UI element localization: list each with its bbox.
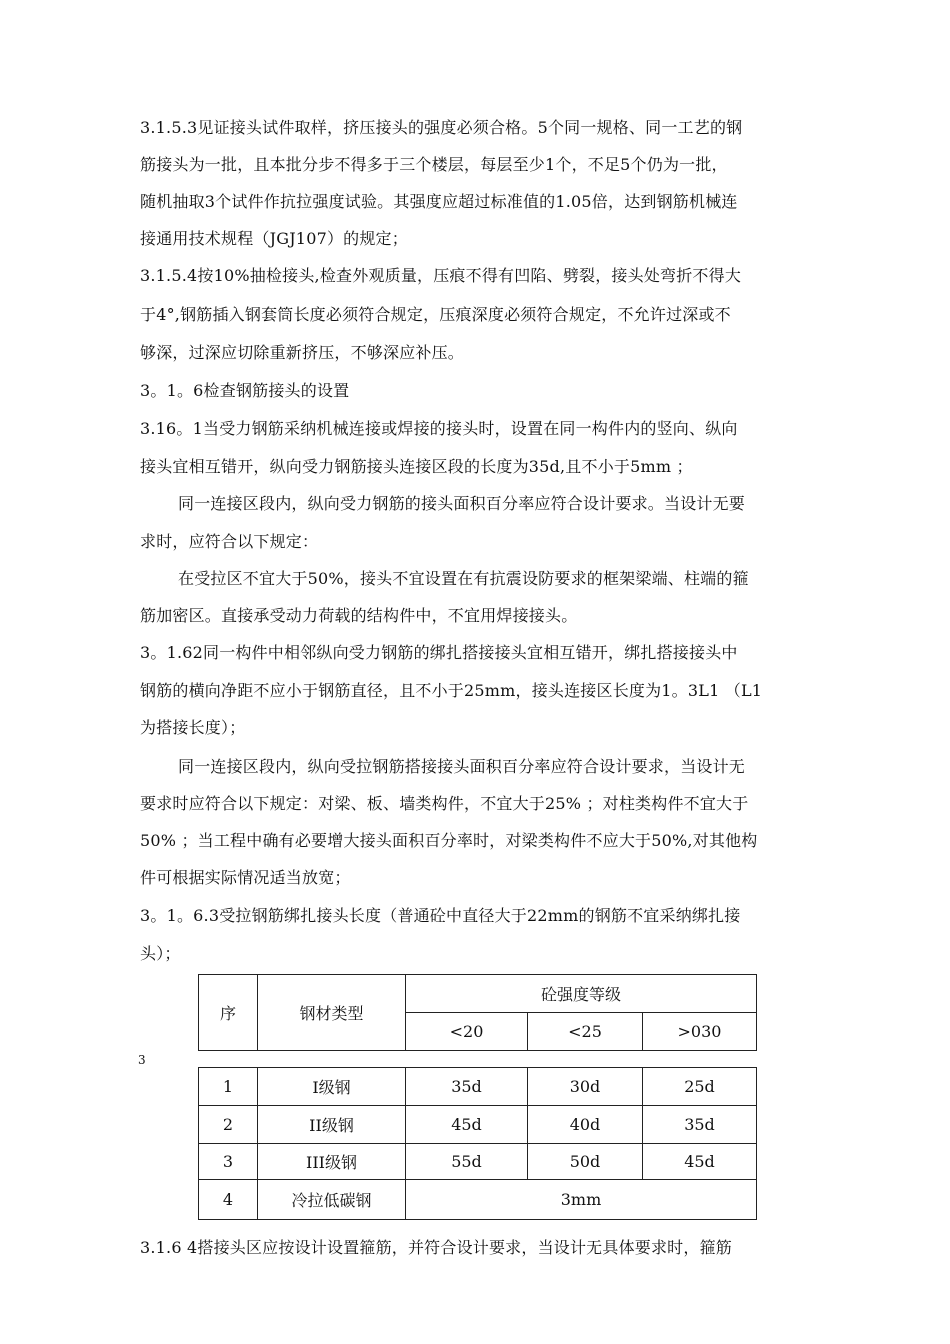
row-value: 30d (528, 1068, 643, 1106)
row-value: 35d (406, 1068, 528, 1106)
lap-length-table-header (198, 974, 757, 1051)
table-row (199, 1068, 757, 1106)
row-seq: 1 (199, 1068, 258, 1106)
paragraph-line: 3.1.5.3见证接头试件取样，挤压接头的强度必须合格。5个同一规格、同一工艺的钢 (140, 118, 743, 137)
grade-col-3: >030 (643, 1013, 757, 1051)
table-row (199, 1106, 757, 1144)
section-heading: 3。1。6检查钢筋接头的设置 (140, 381, 350, 400)
grade-col-2: <25 (528, 1013, 643, 1051)
row-steel-type: II级钢 (258, 1106, 406, 1144)
row-value: 45d (406, 1106, 528, 1144)
row-seq: 2 (199, 1106, 258, 1144)
paragraph-line: 件可根据实际情况适当放宽； (140, 868, 351, 887)
paragraph-line: 随机抽取3个试件作抗拉强度试验。其强度应超过标准值的1.05倍，达到钢筋机械连 (140, 192, 738, 211)
paragraph-line: 同一连接区段内，纵向受拉钢筋搭接接头面积百分率应符合设计要求，当设计无 (178, 757, 746, 776)
paragraph-line: 50% ；当工程中确有必要增大接头面积百分率时，对梁类构件不应大于50%,对其他构 (140, 831, 758, 850)
paragraph-line: 接通用技术规程（JGJ107）的规定； (140, 229, 408, 248)
paragraph-line: 接头宜相互错开，纵向受力钢筋接头连接区段的长度为35d,且不小于5mm ； (140, 457, 693, 476)
paragraph-line: 3。1。6.3受拉钢筋绑扎接头长度（普通砼中直径大于22mm的钢筋不宜采纳绑扎接 (140, 906, 741, 925)
paragraph-line: 筋接头为一批，且本批分步不得多于三个楼层，每层至少1个，不足5个仍为一批， (140, 155, 728, 174)
paragraph-line: 钢筋的横向净距不应小于钢筋直径，且不小于25mm，接头连接区长度为1。3L1 （L1 (140, 681, 763, 700)
paragraph-line: 筋加密区。直接承受动力荷载的结构件中，不宜用焊接接头。 (140, 606, 578, 625)
paragraph-line: 3.1.6 4搭接头区应按设计设置箍筋，并符合设计要求，当设计无具体要求时，箍筋 (140, 1238, 732, 1257)
table-row (199, 1180, 757, 1220)
paragraph-line: 头）； (140, 944, 181, 963)
lap-length-table-body (198, 1067, 757, 1220)
row-seq: 3 (199, 1144, 258, 1180)
row-value: 45d (643, 1144, 757, 1180)
row-value: 40d (528, 1106, 643, 1144)
header-seq: 序 (199, 975, 258, 1051)
paragraph-line: 3。1.62同一构件中相邻纵向受力钢筋的绑扎搭接接头宜相互错开，绑扎搭接接头中 (140, 643, 738, 662)
header-steel-type: 钢材类型 (258, 975, 406, 1051)
row-merged-value: 3mm (406, 1180, 757, 1220)
row-value: 50d (528, 1144, 643, 1180)
row-value: 25d (643, 1068, 757, 1106)
paragraph-line: 3.16。1当受力钢筋采纳机械连接或焊接的接头时，设置在同一构件内的竖向、纵向 (140, 419, 738, 438)
paragraph-line: 3.1.5.4按10%抽检接头,检查外观质量，压痕不得有凹陷、劈裂，接头处弯折不得大 (140, 266, 742, 285)
margin-note: 3 (138, 1053, 146, 1067)
grade-col-1: <20 (406, 1013, 528, 1051)
paragraph-line: 够深，过深应切除重新挤压，不够深应补压。 (140, 343, 465, 362)
table-row (199, 1144, 757, 1180)
row-steel-type: III级钢 (258, 1144, 406, 1180)
row-value: 35d (643, 1106, 757, 1144)
row-seq: 4 (199, 1180, 258, 1220)
paragraph-line: 要求时应符合以下规定：对梁、板、墙类构件，不宜大于25% ；对柱类构件不宜大于 (140, 794, 749, 813)
row-steel-type: 冷拉低碳钢 (258, 1180, 406, 1220)
paragraph-line: 于4°,钢筋插入钢套筒长度必须符合规定，压痕深度必须符合规定，不允许过深或不 (140, 305, 731, 324)
paragraph-line: 求时，应符合以下规定： (140, 532, 319, 551)
row-steel-type: I级钢 (258, 1068, 406, 1106)
paragraph-line: 在受拉区不宜大于50%，接头不宜设置在有抗震设防要求的框架梁端、柱端的箍 (178, 569, 749, 588)
paragraph-line: 为搭接长度）； (140, 718, 246, 737)
header-concrete-grade: 砼强度等级 (406, 975, 757, 1013)
row-value: 55d (406, 1144, 528, 1180)
paragraph-line: 同一连接区段内，纵向受力钢筋的接头面积百分率应符合设计要求。当设计无要 (178, 494, 746, 513)
